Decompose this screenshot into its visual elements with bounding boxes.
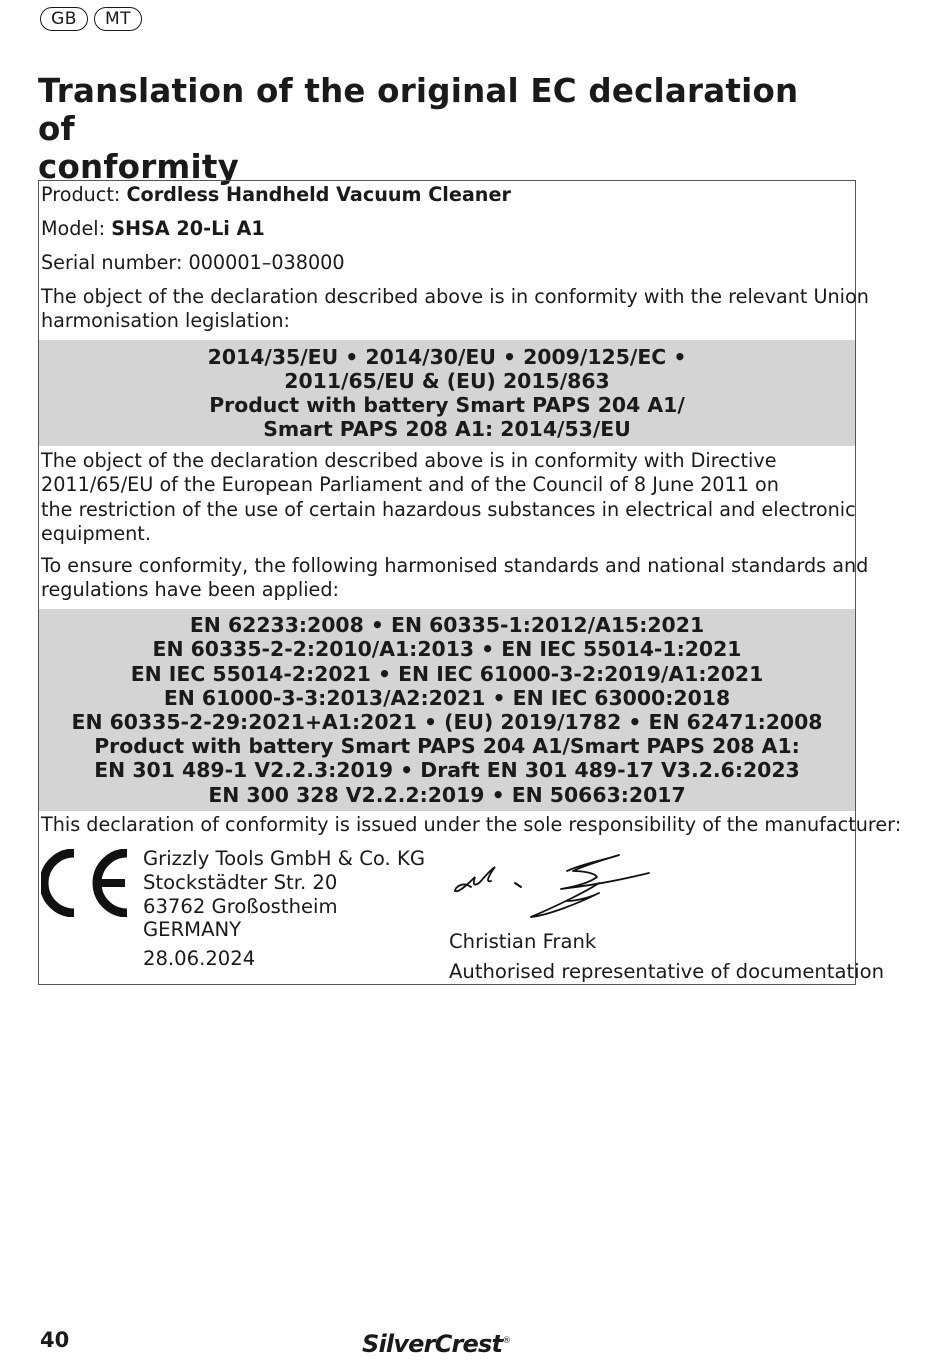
- directive-line: The object of the declaration described above is in conformity with Directive: [41, 449, 777, 472]
- standards-line: EN 62233:2008 • EN 60335-1:2012/A15:2021: [189, 613, 705, 638]
- legislation-line: Smart PAPS 208 A1: 2014/53/EU: [263, 417, 631, 442]
- brand-logo: [362, 1330, 511, 1358]
- language-badge-gb: GB: [40, 7, 88, 31]
- address-line: 63762 Großostheim: [143, 894, 338, 918]
- standards-line: EN 60335-2-29:2021+A1:2021 • (EU) 2019/1782 • EN 62471:2008: [71, 710, 823, 734]
- manufacturer-address: [143, 847, 425, 942]
- registered-mark-icon: ®: [502, 1336, 512, 1346]
- conformity-intro: [41, 285, 869, 334]
- standards-line: EN 60335-2-2:2010/A1:2013 • EN IEC 55014-1:2021: [152, 637, 742, 662]
- signer-name: Christian Frank: [449, 930, 597, 953]
- serial-number: Serial number: 000001–038000: [41, 251, 345, 274]
- conformity-intro-line: The object of the declaration described above is in conformity with the relevant Union: [41, 285, 869, 308]
- declaration-date: 28.06.2024: [143, 947, 256, 970]
- address-line: Stockstädter Str. 20: [143, 870, 338, 894]
- standards-intro: [41, 554, 868, 603]
- signer-block: [449, 927, 884, 987]
- standards-intro-line: To ensure conformity, the following harmonised standards and national standards and: [41, 554, 869, 577]
- page-title-line-2: conformity: [38, 148, 239, 186]
- standards-block: [39, 609, 855, 811]
- language-badges: [40, 7, 142, 31]
- standards-intro-line: regulations have been applied:: [41, 578, 340, 602]
- directive-line: 2011/65/EU of the European Parliament and of the Council of 8 June 2011 on: [41, 473, 779, 497]
- standards-line: Product with battery Smart PAPS 204 A1/Smart PAPS 208 A1:: [94, 734, 800, 759]
- page-title: [38, 72, 838, 186]
- signer-role: Authorised representative of documentation: [449, 960, 885, 983]
- legislation-line: Product with battery Smart PAPS 204 A1/: [209, 393, 685, 417]
- ce-mark-icon: [41, 849, 133, 917]
- legislation-block: [39, 340, 855, 446]
- directive-line: equipment.: [41, 521, 151, 545]
- standards-line: EN 301 489-1 V2.2.3:2019 • Draft EN 301 489-17 V3.2.6:2023: [94, 758, 800, 783]
- address-line: Grizzly Tools GmbH & Co. KG: [143, 847, 426, 870]
- address-line: GERMANY: [143, 918, 242, 942]
- directive-paragraph: [41, 449, 856, 546]
- handwritten-signature: [449, 849, 659, 921]
- declaration-box: [38, 180, 902, 985]
- responsibility-statement: This declaration of conformity is issued under the sole responsibility of the manufacturer:: [41, 813, 902, 836]
- model-value: SHSA 20-Li A1: [111, 217, 265, 240]
- product-row: [41, 183, 511, 207]
- directive-line: the restriction of the use of certain hazardous substances in electrical and electronic: [41, 497, 856, 521]
- standards-line: EN 300 328 V2.2.2:2019 • EN 50663:2017: [208, 782, 686, 807]
- legislation-line: 2014/35/EU • 2014/30/EU • 2009/125/EC •: [207, 344, 687, 369]
- model-row: [41, 217, 265, 241]
- product-label: Product:: [41, 183, 121, 206]
- standards-line: EN IEC 55014-2:2021 • EN IEC 61000-3-2:2019/A1:2021: [130, 661, 764, 686]
- standards-line: EN 61000-3-3:2013/A2:2021 • EN IEC 63000:2018: [163, 685, 731, 710]
- brand-name: SilverCrest: [362, 1330, 503, 1358]
- language-badge-mt: MT: [94, 7, 142, 31]
- page-title-line-1: Translation of the original EC declaration of: [38, 72, 799, 148]
- page-number: 40: [40, 1328, 70, 1352]
- legislation-line: 2011/65/EU & (EU) 2015/863: [284, 368, 610, 393]
- model-label: Model:: [41, 217, 106, 240]
- product-value: Cordless Handheld Vacuum Cleaner: [126, 183, 511, 206]
- conformity-intro-line: harmonisation legislation:: [41, 309, 290, 333]
